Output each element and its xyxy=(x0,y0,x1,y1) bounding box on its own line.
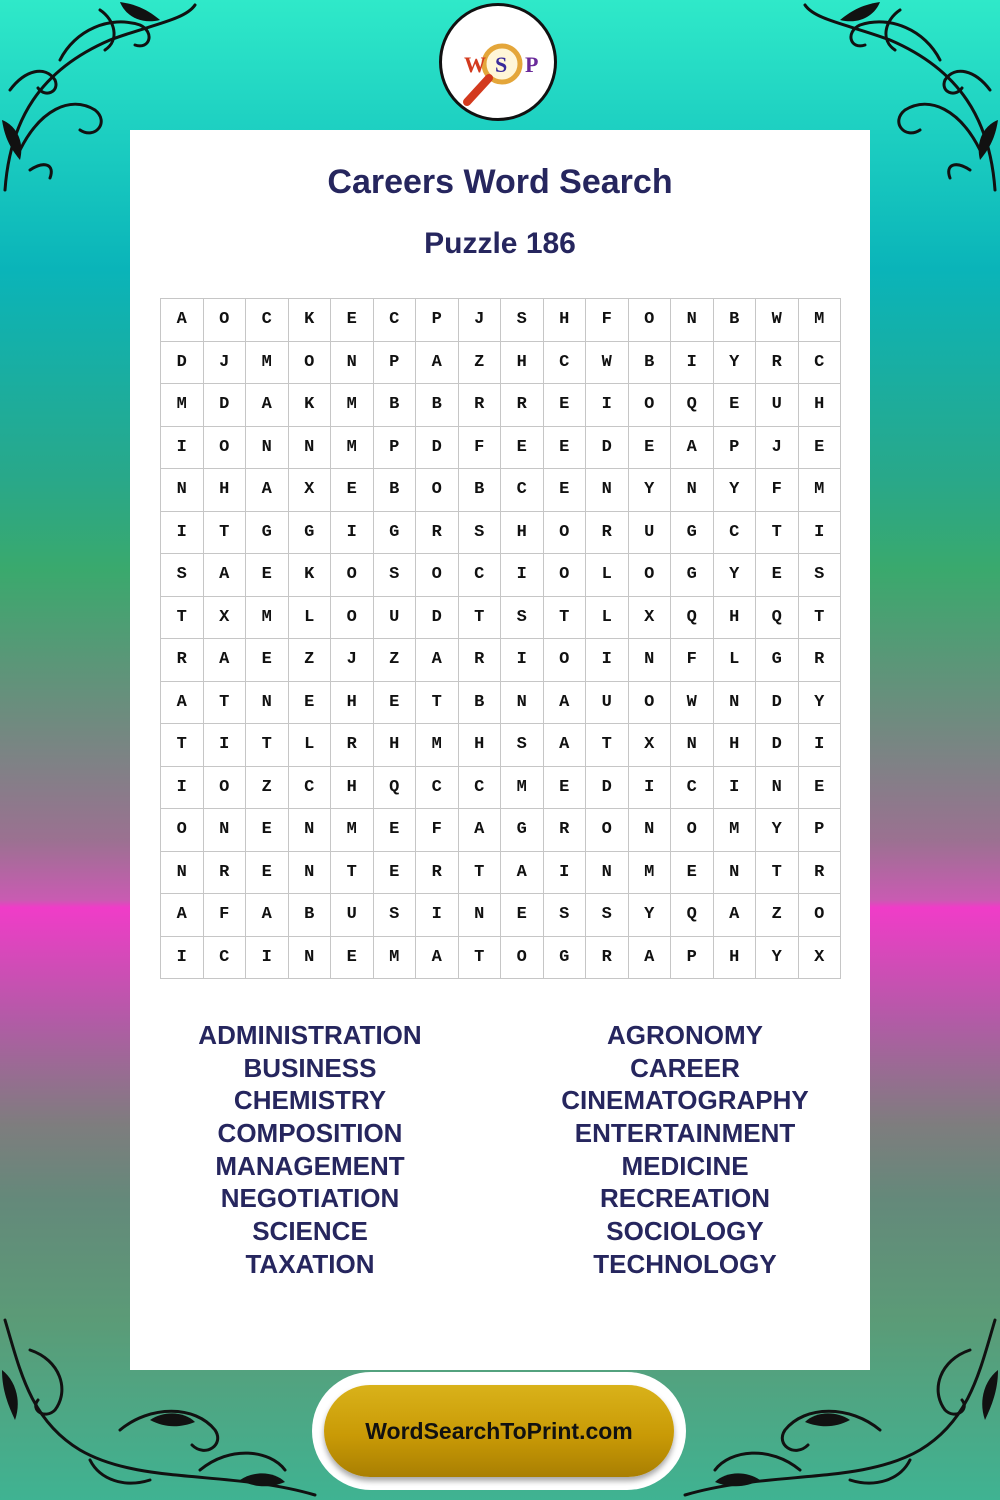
grid-cell[interactable]: I xyxy=(331,512,374,555)
grid-cell[interactable]: A xyxy=(416,937,459,980)
grid-cell[interactable]: H xyxy=(714,597,757,640)
grid-cell[interactable]: N xyxy=(161,852,204,895)
grid-cell[interactable]: N xyxy=(671,469,714,512)
grid-cell[interactable]: H xyxy=(799,384,842,427)
grid-cell[interactable]: O xyxy=(586,809,629,852)
grid-cell[interactable]: M xyxy=(246,597,289,640)
grid-cell[interactable]: H xyxy=(459,724,502,767)
grid-cell[interactable]: A xyxy=(671,427,714,470)
word-item: ENTERTAINMENT xyxy=(574,1118,796,1149)
grid-cell[interactable]: R xyxy=(501,384,544,427)
grid-cell[interactable]: R xyxy=(204,852,247,895)
word-list-right xyxy=(500,1019,870,1281)
grid-cell[interactable]: M xyxy=(501,767,544,810)
grid-cell[interactable]: Q xyxy=(671,384,714,427)
grid-cell[interactable]: I xyxy=(204,724,247,767)
grid-cell[interactable]: A xyxy=(416,342,459,385)
grid-cell[interactable]: N xyxy=(501,682,544,725)
grid-cell[interactable]: O xyxy=(501,937,544,980)
grid-cell[interactable]: E xyxy=(799,427,842,470)
grid-cell[interactable]: K xyxy=(289,554,332,597)
grid-cell[interactable]: G xyxy=(501,809,544,852)
grid-cell[interactable]: H xyxy=(714,724,757,767)
grid-cell[interactable]: Y xyxy=(714,554,757,597)
word-item: MEDICINE xyxy=(621,1150,749,1181)
grid-cell[interactable]: G xyxy=(671,512,714,555)
grid-cell[interactable]: N xyxy=(289,427,332,470)
grid-cell[interactable]: A xyxy=(161,299,204,342)
grid-cell[interactable]: C xyxy=(246,299,289,342)
grid-cell[interactable]: C xyxy=(459,554,502,597)
grid-cell[interactable]: E xyxy=(544,469,587,512)
word-item: NEGOTIATION xyxy=(220,1183,400,1214)
grid-cell[interactable]: I xyxy=(501,639,544,682)
grid-cell[interactable]: I xyxy=(799,724,842,767)
grid-cell[interactable]: T xyxy=(459,937,502,980)
grid-cell[interactable]: Q xyxy=(374,767,417,810)
grid-cell[interactable]: N xyxy=(289,937,332,980)
grid-cell[interactable]: T xyxy=(459,597,502,640)
grid-cell[interactable]: I xyxy=(799,512,842,555)
grid-cell[interactable]: R xyxy=(331,724,374,767)
grid-cell[interactable]: R xyxy=(799,639,842,682)
grid-cell[interactable]: O xyxy=(289,342,332,385)
grid-cell[interactable]: C xyxy=(289,767,332,810)
grid-cell[interactable]: E xyxy=(374,852,417,895)
grid-cell[interactable]: R xyxy=(416,852,459,895)
grid-cell[interactable]: S xyxy=(501,299,544,342)
grid-cell[interactable]: M xyxy=(331,809,374,852)
grid-cell[interactable]: K xyxy=(289,384,332,427)
grid-cell[interactable]: R xyxy=(161,639,204,682)
grid-cell[interactable]: C xyxy=(671,767,714,810)
grid-cell[interactable]: A xyxy=(459,809,502,852)
word-item: CAREER xyxy=(630,1052,740,1083)
grid-cell[interactable]: O xyxy=(629,682,672,725)
grid-cell[interactable]: B xyxy=(714,299,757,342)
grid-cell[interactable]: D xyxy=(416,597,459,640)
grid-cell[interactable]: A xyxy=(204,639,247,682)
grid-cell[interactable]: R xyxy=(756,342,799,385)
grid-cell[interactable]: B xyxy=(459,469,502,512)
grid-cell[interactable]: F xyxy=(204,894,247,937)
grid-cell[interactable]: L xyxy=(289,724,332,767)
grid-cell[interactable]: F xyxy=(671,639,714,682)
word-item: COMPOSITION xyxy=(217,1118,403,1149)
grid-cell[interactable]: I xyxy=(586,639,629,682)
grid-cell[interactable]: E xyxy=(544,427,587,470)
grid-cell[interactable]: U xyxy=(586,682,629,725)
grid-cell[interactable]: X xyxy=(204,597,247,640)
grid-cell[interactable]: E xyxy=(331,299,374,342)
grid-cell[interactable]: B xyxy=(416,384,459,427)
grid-cell[interactable]: A xyxy=(544,682,587,725)
grid-cell[interactable]: D xyxy=(204,384,247,427)
grid-cell[interactable]: O xyxy=(671,809,714,852)
grid-cell[interactable]: Q xyxy=(756,597,799,640)
grid-cell[interactable]: C xyxy=(501,469,544,512)
grid-cell[interactable]: L xyxy=(586,554,629,597)
site-logo[interactable] xyxy=(439,3,557,121)
grid-cell[interactable]: T xyxy=(416,682,459,725)
grid-cell[interactable]: S xyxy=(544,894,587,937)
grid-cell[interactable]: E xyxy=(246,639,289,682)
grid-cell[interactable]: A xyxy=(246,469,289,512)
grid-cell[interactable]: F xyxy=(586,299,629,342)
word-item: AGRONOMY xyxy=(607,1020,763,1050)
grid-cell[interactable]: L xyxy=(714,639,757,682)
grid-cell[interactable]: S xyxy=(501,724,544,767)
grid-cell[interactable]: E xyxy=(246,852,289,895)
grid-cell[interactable]: R xyxy=(459,639,502,682)
magnifier-icon xyxy=(442,6,554,118)
grid-cell[interactable]: E xyxy=(714,384,757,427)
grid-cell[interactable]: A xyxy=(246,384,289,427)
grid-cell[interactable]: M xyxy=(161,384,204,427)
grid-cell[interactable]: A xyxy=(544,724,587,767)
grid-cell[interactable]: I xyxy=(544,852,587,895)
grid-cell[interactable]: Q xyxy=(671,894,714,937)
grid-cell[interactable]: E xyxy=(544,384,587,427)
grid-cell[interactable]: E xyxy=(671,852,714,895)
grid-cell[interactable]: P xyxy=(671,937,714,980)
grid-cell[interactable]: C xyxy=(204,937,247,980)
grid-cell[interactable]: O xyxy=(544,554,587,597)
grid-cell[interactable]: A xyxy=(204,554,247,597)
grid-cell[interactable]: A xyxy=(416,639,459,682)
grid-cell[interactable]: H xyxy=(501,342,544,385)
grid-cell[interactable]: S xyxy=(374,554,417,597)
grid-cell[interactable]: T xyxy=(331,852,374,895)
grid-cell[interactable]: T xyxy=(161,724,204,767)
grid-cell[interactable]: I xyxy=(161,427,204,470)
grid-cell[interactable]: J xyxy=(756,427,799,470)
grid-cell[interactable]: E xyxy=(374,682,417,725)
grid-cell[interactable]: Y xyxy=(714,342,757,385)
grid-cell[interactable]: I xyxy=(714,767,757,810)
grid-cell[interactable]: N xyxy=(246,427,289,470)
grid-cell[interactable]: B xyxy=(374,469,417,512)
grid-cell[interactable]: P xyxy=(374,427,417,470)
grid-cell[interactable]: U xyxy=(374,597,417,640)
logo-letter-w: W xyxy=(464,52,486,77)
grid-cell[interactable]: N xyxy=(289,809,332,852)
grid-cell[interactable]: S xyxy=(161,554,204,597)
word-item: CINEMATOGRAPHY xyxy=(561,1085,809,1116)
grid-cell[interactable]: E xyxy=(331,937,374,980)
grid-cell[interactable]: S xyxy=(501,597,544,640)
grid-cell[interactable]: E xyxy=(246,809,289,852)
grid-cell[interactable]: B xyxy=(459,682,502,725)
word-item: TAXATION xyxy=(245,1248,375,1279)
grid-cell[interactable]: Y xyxy=(756,937,799,980)
word-item: SOCIOLOGY xyxy=(606,1216,764,1247)
grid-cell[interactable]: E xyxy=(501,894,544,937)
grid-cell[interactable]: Z xyxy=(374,639,417,682)
grid-cell[interactable]: Y xyxy=(629,469,672,512)
grid-cell[interactable]: H xyxy=(204,469,247,512)
grid-cell[interactable]: C xyxy=(799,342,842,385)
grid-cell[interactable]: H xyxy=(501,512,544,555)
grid-cell[interactable]: I xyxy=(671,342,714,385)
grid-cell[interactable]: M xyxy=(799,299,842,342)
grid-cell[interactable]: N xyxy=(246,682,289,725)
grid-cell[interactable]: J xyxy=(459,299,502,342)
word-item: RECREATION xyxy=(600,1183,770,1214)
word-item: BUSINESS xyxy=(243,1052,377,1083)
grid-cell[interactable]: O xyxy=(204,299,247,342)
grid-cell[interactable]: O xyxy=(331,554,374,597)
grid-cell[interactable]: O xyxy=(416,554,459,597)
grid-cell[interactable]: T xyxy=(544,597,587,640)
word-item: ADMINISTRATION xyxy=(198,1020,422,1050)
letter-grid xyxy=(160,298,841,979)
grid-cell[interactable]: Y xyxy=(714,469,757,512)
grid-cell[interactable]: H xyxy=(374,724,417,767)
grid-cell[interactable]: D xyxy=(756,724,799,767)
grid-cell[interactable]: E xyxy=(246,554,289,597)
grid-cell[interactable]: O xyxy=(629,554,672,597)
grid-cell[interactable]: W xyxy=(756,299,799,342)
grid-cell[interactable]: O xyxy=(204,427,247,470)
grid-cell[interactable]: Z xyxy=(459,342,502,385)
grid-cell[interactable]: O xyxy=(629,384,672,427)
grid-cell[interactable]: M xyxy=(374,937,417,980)
grid-cell[interactable]: R xyxy=(544,809,587,852)
grid-cell[interactable]: X xyxy=(629,597,672,640)
grid-cell[interactable]: P xyxy=(714,427,757,470)
grid-cell[interactable]: D xyxy=(416,427,459,470)
grid-cell[interactable]: E xyxy=(629,427,672,470)
grid-cell[interactable]: G xyxy=(374,512,417,555)
grid-cell[interactable]: A xyxy=(161,894,204,937)
grid-cell[interactable]: N xyxy=(586,852,629,895)
grid-cell[interactable]: D xyxy=(586,427,629,470)
grid-cell[interactable]: H xyxy=(714,937,757,980)
grid-cell[interactable]: I xyxy=(161,937,204,980)
grid-cell[interactable]: L xyxy=(586,597,629,640)
grid-cell[interactable]: N xyxy=(714,682,757,725)
grid-cell[interactable]: C xyxy=(544,342,587,385)
grid-cell[interactable]: N xyxy=(459,894,502,937)
grid-cell[interactable]: B xyxy=(374,384,417,427)
grid-cell[interactable]: I xyxy=(161,767,204,810)
grid-cell[interactable]: I xyxy=(161,512,204,555)
grid-cell[interactable]: N xyxy=(629,639,672,682)
grid-cell[interactable]: S xyxy=(459,512,502,555)
grid-cell[interactable]: R xyxy=(459,384,502,427)
grid-cell[interactable]: N xyxy=(714,852,757,895)
grid-cell[interactable]: N xyxy=(289,852,332,895)
logo-letter-p: P xyxy=(525,52,539,77)
grid-cell[interactable]: G xyxy=(671,554,714,597)
grid-cell[interactable]: T xyxy=(799,597,842,640)
grid-cell[interactable]: I xyxy=(586,384,629,427)
grid-cell[interactable]: A xyxy=(501,852,544,895)
grid-cell[interactable]: U xyxy=(629,512,672,555)
grid-cell[interactable]: T xyxy=(204,512,247,555)
grid-cell[interactable]: W xyxy=(671,682,714,725)
grid-cell[interactable]: I xyxy=(629,767,672,810)
grid-cell[interactable]: T xyxy=(161,597,204,640)
grid-cell[interactable]: X xyxy=(629,724,672,767)
grid-cell[interactable]: Y xyxy=(799,682,842,725)
grid-cell[interactable]: N xyxy=(204,809,247,852)
grid-cell[interactable]: Z xyxy=(289,639,332,682)
grid-cell[interactable]: T xyxy=(756,512,799,555)
grid-cell[interactable]: R xyxy=(586,512,629,555)
grid-cell[interactable]: I xyxy=(501,554,544,597)
grid-cell[interactable]: B xyxy=(289,894,332,937)
grid-cell[interactable]: X xyxy=(289,469,332,512)
grid-cell[interactable]: Y xyxy=(629,894,672,937)
grid-cell[interactable]: L xyxy=(289,597,332,640)
grid-cell[interactable]: O xyxy=(799,894,842,937)
grid-cell[interactable]: S xyxy=(374,894,417,937)
grid-cell[interactable]: O xyxy=(161,809,204,852)
page-title: Careers Word Search xyxy=(327,163,673,201)
grid-cell[interactable]: M xyxy=(331,427,374,470)
grid-cell[interactable]: Y xyxy=(756,809,799,852)
grid-cell[interactable]: R xyxy=(586,937,629,980)
grid-cell[interactable]: G xyxy=(544,937,587,980)
grid-cell[interactable]: E xyxy=(331,469,374,512)
grid-cell[interactable]: E xyxy=(756,554,799,597)
grid-cell[interactable]: T xyxy=(756,852,799,895)
grid-cell[interactable]: B xyxy=(629,342,672,385)
grid-cell[interactable]: U xyxy=(331,894,374,937)
word-list xyxy=(130,1019,870,1281)
grid-cell[interactable]: D xyxy=(161,342,204,385)
grid-cell[interactable]: T xyxy=(459,852,502,895)
grid-cell[interactable]: G xyxy=(246,512,289,555)
grid-cell[interactable]: N xyxy=(586,469,629,512)
grid-cell[interactable]: N xyxy=(629,809,672,852)
grid-cell[interactable]: E xyxy=(799,767,842,810)
site-name[interactable]: WordSearchToPrint.com xyxy=(365,1417,633,1444)
grid-cell[interactable]: C xyxy=(416,767,459,810)
grid-cell[interactable]: H xyxy=(544,299,587,342)
grid-cell[interactable]: G xyxy=(756,639,799,682)
grid-cell[interactable]: J xyxy=(331,639,374,682)
grid-cell[interactable]: N xyxy=(671,724,714,767)
grid-cell[interactable]: T xyxy=(586,724,629,767)
grid-cell[interactable]: O xyxy=(416,469,459,512)
grid-cell[interactable]: O xyxy=(544,639,587,682)
grid-cell[interactable]: C xyxy=(374,299,417,342)
grid-cell[interactable]: U xyxy=(756,384,799,427)
grid-cell[interactable]: M xyxy=(416,724,459,767)
grid-cell[interactable]: S xyxy=(799,554,842,597)
grid-cell[interactable]: M xyxy=(799,469,842,512)
grid-cell[interactable]: A xyxy=(629,937,672,980)
grid-cell[interactable]: E xyxy=(544,767,587,810)
puzzle-number: Puzzle 186 xyxy=(424,227,576,260)
grid-cell[interactable]: O xyxy=(204,767,247,810)
footer-badge[interactable] xyxy=(324,1385,674,1477)
grid-cell[interactable]: I xyxy=(416,894,459,937)
grid-cell[interactable]: W xyxy=(586,342,629,385)
grid-cell[interactable]: N xyxy=(161,469,204,512)
grid-cell[interactable]: M xyxy=(714,809,757,852)
grid-cell[interactable]: A xyxy=(246,894,289,937)
grid-cell[interactable]: O xyxy=(544,512,587,555)
grid-cell[interactable]: S xyxy=(586,894,629,937)
grid-cell[interactable]: F xyxy=(416,809,459,852)
grid-cell[interactable]: K xyxy=(289,299,332,342)
grid-cell[interactable]: O xyxy=(629,299,672,342)
grid-cell[interactable]: R xyxy=(416,512,459,555)
grid-cell[interactable]: J xyxy=(204,342,247,385)
grid-cell[interactable]: H xyxy=(331,682,374,725)
grid-cell[interactable]: G xyxy=(289,512,332,555)
grid-cell[interactable]: D xyxy=(586,767,629,810)
word-item: SCIENCE xyxy=(252,1216,368,1247)
grid-cell[interactable]: H xyxy=(331,767,374,810)
grid-cell[interactable]: E xyxy=(289,682,332,725)
grid-cell[interactable]: N xyxy=(756,767,799,810)
grid-cell[interactable]: F xyxy=(459,427,502,470)
grid-cell[interactable]: Z xyxy=(246,767,289,810)
grid-cell[interactable]: Q xyxy=(671,597,714,640)
grid-cell[interactable]: N xyxy=(331,342,374,385)
grid-cell[interactable]: M xyxy=(246,342,289,385)
word-list-left xyxy=(125,1019,495,1281)
grid-cell[interactable]: M xyxy=(629,852,672,895)
grid-cell[interactable]: I xyxy=(246,937,289,980)
grid-cell[interactable]: E xyxy=(374,809,417,852)
grid-cell[interactable]: C xyxy=(459,767,502,810)
grid-cell[interactable]: X xyxy=(799,937,842,980)
grid-cell[interactable]: A xyxy=(161,682,204,725)
grid-cell[interactable]: E xyxy=(501,427,544,470)
grid-cell[interactable]: A xyxy=(714,894,757,937)
grid-cell[interactable]: C xyxy=(714,512,757,555)
grid-cell[interactable]: F xyxy=(756,469,799,512)
grid-cell[interactable]: P xyxy=(374,342,417,385)
grid-cell[interactable]: T xyxy=(246,724,289,767)
grid-cell[interactable]: D xyxy=(756,682,799,725)
grid-cell[interactable]: R xyxy=(799,852,842,895)
grid-cell[interactable]: Z xyxy=(756,894,799,937)
grid-cell[interactable]: P xyxy=(799,809,842,852)
word-item: MANAGEMENT xyxy=(215,1150,405,1181)
grid-cell[interactable]: M xyxy=(331,384,374,427)
grid-cell[interactable]: N xyxy=(671,299,714,342)
word-item: CHEMISTRY xyxy=(233,1085,387,1116)
grid-cell[interactable]: P xyxy=(416,299,459,342)
grid-cell[interactable]: O xyxy=(331,597,374,640)
grid-cell[interactable]: T xyxy=(204,682,247,725)
word-item: TECHNOLOGY xyxy=(593,1248,777,1279)
logo-letter-s: S xyxy=(495,52,508,77)
